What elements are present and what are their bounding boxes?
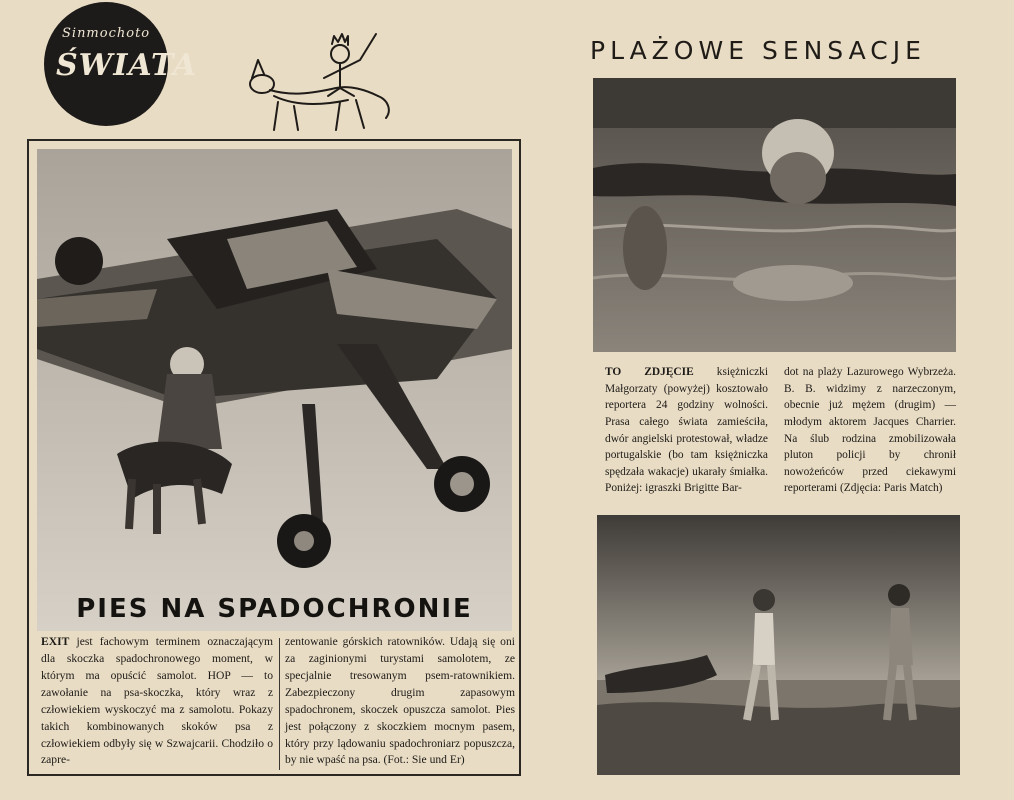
logo-line2: ŚWIATA	[56, 48, 197, 83]
right-lead-word: TO ZDJĘCIE	[605, 366, 694, 378]
right-article-column-1	[605, 364, 768, 514]
parachute-dog-photo	[37, 149, 512, 631]
right-article-column-2: dot na plaży Lazurowego Wybrzeża. B. B. widzimy z narzeczonym, obecnie już mężem (drugim) — młodym aktorem Jacques Charrier. Na ślub rodzina zmobilizowała pluton policji by chronił nowożeńców przed ciekawymi reporterami (Zdjęcia: Paris Match)	[784, 366, 956, 495]
knight-doodle-illustration	[240, 30, 400, 140]
logo-line1: Sinmochoto	[62, 26, 151, 41]
left-article-column-1	[41, 634, 273, 774]
right-headline: PLAŻOWE SENSACJE	[590, 36, 926, 65]
beach-couple-photo	[597, 515, 960, 775]
left-article-column-2: zentowanie górskich ratowników. Udają się oni za zaginionymi turystami samolotem, ze specjalnie tresowanym psem-ratownikiem. Zabezpieczony drugim zapasowym spadochronem, skoczek opuszcza samolot. Pies jest połączony z skoczkiem mocnym pasem, który przy lądowaniu spadochroniarz popuszcza, by nie wpaść na psa. (Fot.: Sie und Er)	[285, 635, 515, 767]
magazine-logo	[44, 2, 197, 126]
column-divider	[279, 638, 280, 770]
princess-swimming-photo	[593, 78, 956, 352]
right-column-1-body: księżniczki Małgorzaty (powyżej) kosztowało reportera 24 godziny wolności. Prasa całego świata zamieściła, dwór angielski protestował, władze portugalskie (bo tam księżniczka spędzała wakacje) ukarały śmiałka. Poniżej: igraszki Brigitte Bar-	[605, 366, 768, 495]
left-lead-word: EXIT	[41, 635, 70, 648]
left-headline: PIES NA SPADOCHRONIE	[76, 594, 473, 624]
left-column-1-body: jest fachowym terminem oznaczającym dla skoczka spadochronowego moment, w którym ma opuścić samolot. HOP — to zawołanie na psa-skoczka, który wraz z człowiekiem wyskoczyć ma z samolotu. Pokazy takich kombinowanych skoków psa z człowiekiem odbyły się w Szwajcarii. Chodziło o zapre-	[41, 635, 273, 767]
